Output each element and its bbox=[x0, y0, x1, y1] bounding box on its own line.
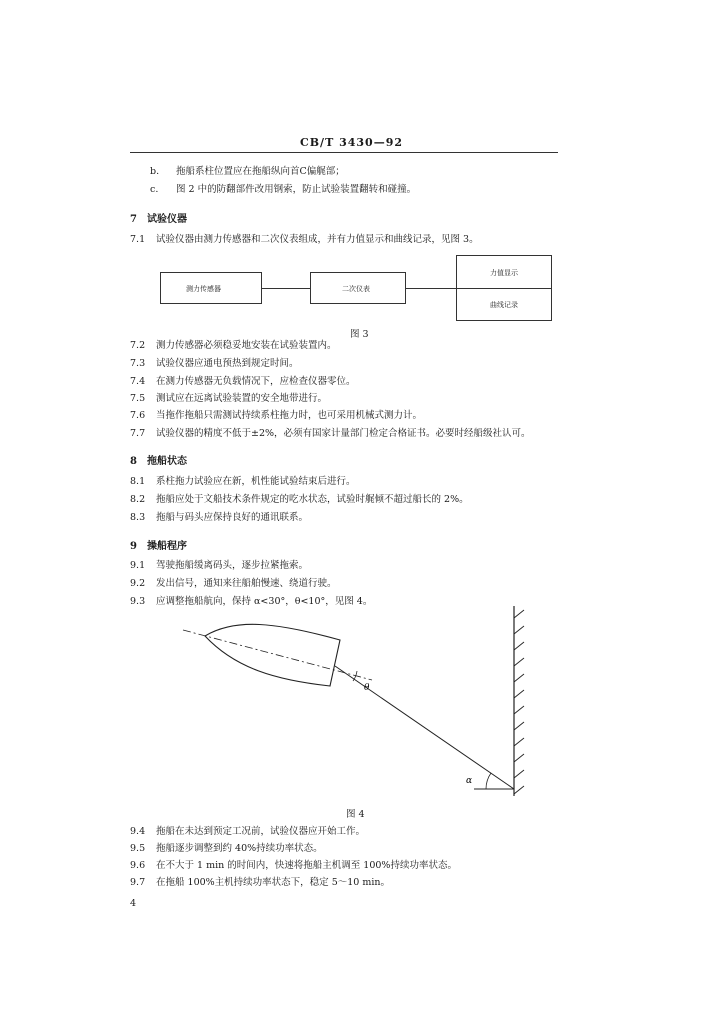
item-text: 拖船逐步调整到约 40%持续功率状态。 bbox=[156, 843, 323, 854]
list-item bbox=[130, 877, 390, 889]
item-text: 应调整拖船航向，保持 α<30°，θ<10°，见图 4。 bbox=[156, 596, 373, 607]
item-number: c. bbox=[150, 184, 159, 195]
record-box-label: 曲线记录 bbox=[490, 301, 518, 309]
item-number: 9.5 bbox=[130, 843, 146, 854]
item-number: 7.6 bbox=[130, 410, 146, 421]
list-item bbox=[130, 826, 365, 838]
item-text: 试验仪器应通电预热到规定时间。 bbox=[156, 358, 299, 369]
secondary-instrument-box-label: 二次仪表 bbox=[342, 285, 370, 293]
sensor-box-label: 测力传感器 bbox=[186, 285, 221, 293]
item-text: 测试应在远离试验装置的安全地带进行。 bbox=[156, 393, 328, 404]
item-text: 拖船应处于文船技术条件规定的吃水状态，试验时艉倾不超过船长的 2%。 bbox=[156, 494, 469, 505]
item-number: 9.2 bbox=[130, 578, 146, 589]
item-number: 8.3 bbox=[130, 512, 146, 523]
item-number: b. bbox=[150, 166, 160, 177]
item-text: 试验仪器的精度不低于±2%，必须有国家计量部门检定合格证书。必要时经船级社认可。 bbox=[156, 428, 531, 439]
item-number: 7.4 bbox=[130, 376, 146, 387]
list-item bbox=[130, 843, 323, 855]
item-number: 9.7 bbox=[130, 877, 146, 888]
page-number: 4 bbox=[130, 898, 137, 909]
list-item bbox=[130, 860, 457, 872]
figure-4-caption: 图 4 bbox=[346, 809, 365, 820]
item-text: 发出信号，通知来往船舶慢速、绕道行驶。 bbox=[156, 578, 337, 589]
item-number: 8.1 bbox=[130, 476, 146, 487]
item-text: 当拖作拖船只需测试持续系柱拖力时，也可采用机械式测力计。 bbox=[156, 410, 423, 421]
alpha-arc bbox=[486, 773, 491, 789]
item-text: 驾驶拖船缓离码头，逐步拉紧拖索。 bbox=[156, 560, 309, 571]
item-number: 8.2 bbox=[130, 494, 146, 505]
item-number: 9.3 bbox=[130, 596, 146, 607]
document-code: CB/T 3430—92 bbox=[300, 136, 404, 149]
item-text: 拖船在未达到预定工况前，试验仪器应开始工作。 bbox=[156, 826, 366, 837]
tug-hull bbox=[205, 624, 340, 686]
item-text: 在不大于 1 min 的时间内，快速将拖船主机调至 100%持续功率状态。 bbox=[156, 860, 457, 871]
theta-label: θ bbox=[364, 683, 370, 693]
section-heading-7: 7 试验仪器 bbox=[130, 214, 187, 225]
quay-hatching bbox=[514, 610, 524, 794]
item-number: 9.1 bbox=[130, 560, 146, 571]
item-number: 7.2 bbox=[130, 340, 146, 351]
towline bbox=[335, 666, 514, 789]
item-text: 拖船系柱位置应在拖船纵向首C偏艉部； bbox=[176, 166, 345, 177]
section-heading-9: 9 操船程序 bbox=[130, 541, 187, 552]
item-number: 9.6 bbox=[130, 860, 146, 871]
item-number: 9.4 bbox=[130, 826, 146, 837]
item-text: 系柱拖力试验应在新，机性能试验结束后进行。 bbox=[156, 476, 356, 487]
item-text: 测力传感器必须稳妥地安装在试验装置内。 bbox=[156, 340, 337, 351]
item-number: 7.7 bbox=[130, 428, 146, 439]
item-text: 拖船与码头应保持良好的通讯联系。 bbox=[156, 512, 309, 523]
item-text: 在拖船 100%主机持续功率状态下，稳定 5～10 min。 bbox=[156, 877, 391, 888]
item-text: 在测力传感器无负载情况下，应检查仪器零位。 bbox=[156, 376, 356, 387]
display-box-label: 力值显示 bbox=[490, 269, 518, 277]
section-heading-8: 8 拖船状态 bbox=[130, 456, 187, 467]
alpha-label: α bbox=[466, 776, 473, 786]
item-number: 7.3 bbox=[130, 358, 146, 369]
item-number: 7.5 bbox=[130, 393, 146, 404]
item-text: 图 2 中的防翻部件改用钢索，防止试验装置翻转和碰撞。 bbox=[176, 184, 417, 195]
item-text: 试验仪器由测力传感器和二次仪表组成，并有力值显示和曲线记录，见图 3。 bbox=[156, 234, 479, 245]
item-number: 7.1 bbox=[130, 234, 146, 245]
figure-3-caption: 图 3 bbox=[350, 329, 369, 340]
